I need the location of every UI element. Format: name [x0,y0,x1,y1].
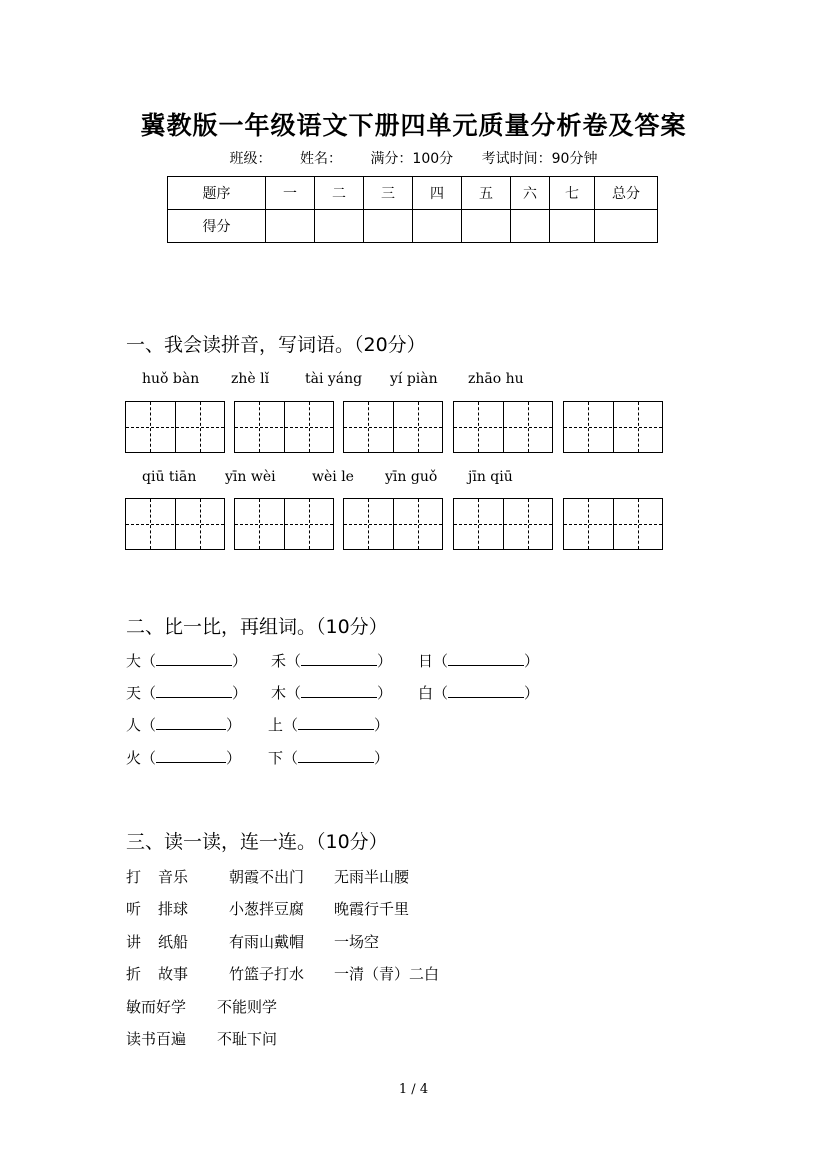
exam-meta [0,148,827,168]
match-item[interactable]: 有雨山戴帽 [229,933,305,951]
match-item[interactable]: 小葱拌豆腐 [229,900,305,918]
score-table-header: 题序 [168,177,266,210]
answer-blank[interactable] [301,683,377,698]
score-table-header: 一 [266,177,315,210]
writing-grid[interactable] [453,401,553,453]
score-table [167,176,658,243]
pinyin-label: tài yáng [305,371,363,387]
word-item: 下（ ） [268,749,390,767]
writing-grid[interactable] [563,498,663,550]
pinyin-label: wèi le [312,469,354,485]
score-cell[interactable] [550,210,595,243]
score-table-header: 总分 [595,177,658,210]
pinyin-label: zhāo hu [468,371,524,387]
match-item[interactable]: 敏而好学 [126,998,187,1016]
score-row-label: 得分 [168,210,266,243]
page-title: 冀教版一年级语文下册四单元质量分析卷及答案 [140,111,687,140]
match-item[interactable]: 音乐 [158,868,189,886]
writing-grid[interactable] [453,498,553,550]
match-item[interactable]: 打 [126,868,142,886]
answer-blank[interactable] [298,715,374,730]
match-item[interactable]: 朝霞不出门 [229,868,305,886]
match-item[interactable]: 纸船 [158,933,189,951]
answer-blank[interactable] [156,683,232,698]
match-item[interactable]: 讲 [126,933,142,951]
answer-blank[interactable] [301,651,377,666]
match-item[interactable]: 一场空 [334,933,380,951]
pinyin-label: jīn qiū [468,469,513,485]
pinyin-label: yīn guǒ [385,469,438,485]
word-item: 木（ ） [271,684,393,702]
score-table-header: 七 [550,177,595,210]
pinyin-label: qiū tiān [142,469,197,485]
pinyin-label: yí piàn [390,371,438,387]
writing-grid[interactable] [125,498,225,550]
page-number: 1 / 4 [398,1082,429,1097]
section3-heading: 三、读一读，连一连。（10分） [126,831,388,853]
writing-grid[interactable] [343,401,443,453]
word-item: 禾（ ） [271,652,393,670]
exam-time-label: 考试时间：90分钟 [481,151,598,167]
word-item: 白（ ） [418,684,540,702]
match-item[interactable]: 不耻下问 [217,1030,278,1048]
match-item[interactable]: 读书百遍 [126,1030,187,1048]
full-score-label: 满分：100分 [370,151,454,167]
word-item: 大（ ） [126,652,248,670]
score-table-header: 二 [315,177,364,210]
answer-blank[interactable] [298,748,374,763]
answer-blank[interactable] [448,683,524,698]
score-table-header: 六 [511,177,550,210]
match-item[interactable]: 不能则学 [217,998,278,1016]
class-label: 班级： [229,151,272,167]
score-cell[interactable] [511,210,550,243]
pinyin-label: huǒ bàn [142,371,200,387]
word-item: 天（ ） [126,684,248,702]
match-item[interactable]: 无雨半山腰 [334,868,410,886]
writing-grid[interactable] [125,401,225,453]
match-item[interactable]: 折 [126,965,142,983]
match-item[interactable]: 故事 [158,965,189,983]
word-item: 人（ ） [126,716,242,734]
score-table-header: 三 [364,177,413,210]
score-cell[interactable] [595,210,658,243]
match-item[interactable]: 排球 [158,900,189,918]
section1-heading: 一、我会读拼音，写词语。（20分） [126,334,426,356]
match-item[interactable]: 晚霞行千里 [334,900,410,918]
word-item: 火（ ） [126,749,242,767]
answer-blank[interactable] [156,651,232,666]
pinyin-label: zhè lǐ [231,371,270,387]
name-label: 姓名： [299,151,342,167]
score-table-header: 五 [462,177,511,210]
writing-grid[interactable] [234,498,334,550]
score-cell[interactable] [315,210,364,243]
score-cell[interactable] [462,210,511,243]
answer-blank[interactable] [156,715,226,730]
match-item[interactable]: 听 [126,900,142,918]
section2-heading: 二、比一比，再组词。（10分） [126,616,388,638]
score-cell[interactable] [364,210,413,243]
word-item: 上（ ） [268,716,390,734]
match-item[interactable]: 一清（青）二白 [334,965,440,983]
score-cell[interactable] [266,210,315,243]
answer-blank[interactable] [156,748,226,763]
score-table-header: 四 [413,177,462,210]
writing-grid[interactable] [563,401,663,453]
word-item: 日（ ） [418,652,540,670]
score-cell[interactable] [413,210,462,243]
pinyin-label: yīn wèi [225,469,276,485]
writing-grid[interactable] [343,498,443,550]
writing-grid[interactable] [234,401,334,453]
match-item[interactable]: 竹篮子打水 [229,965,305,983]
answer-blank[interactable] [448,651,524,666]
